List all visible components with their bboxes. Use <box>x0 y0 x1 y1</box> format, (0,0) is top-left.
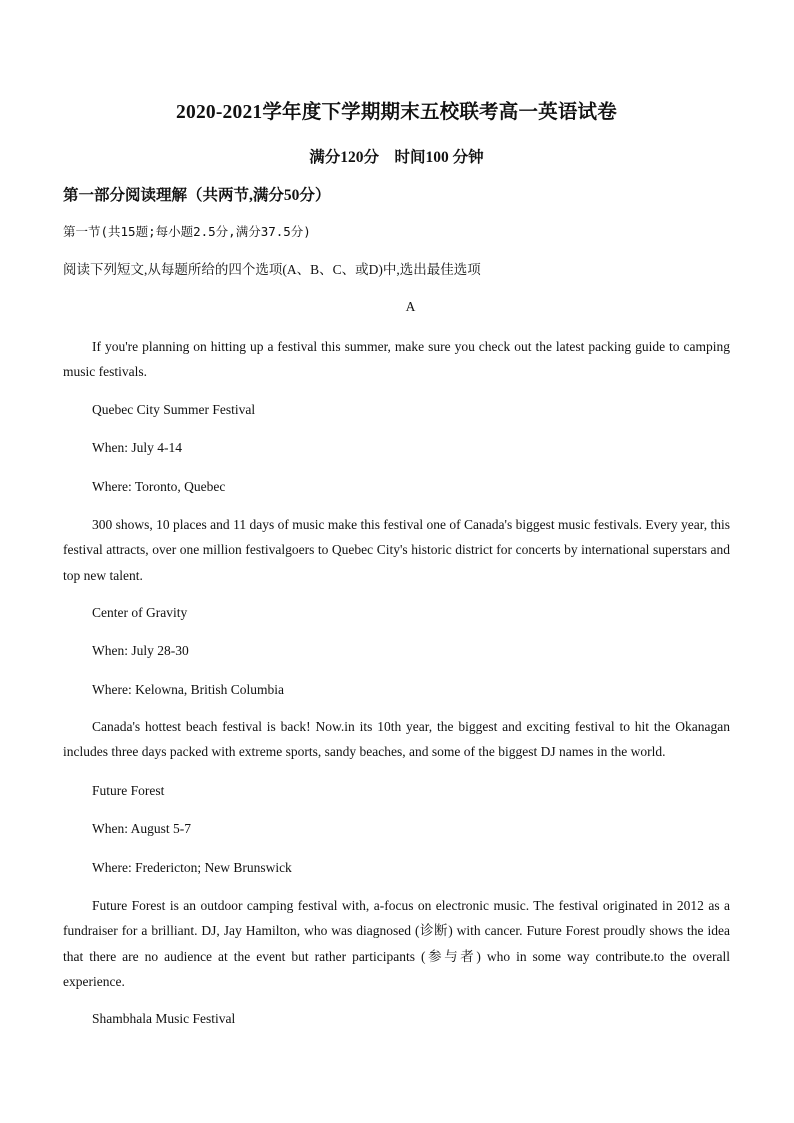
exam-subtitle: 满分120分 时间100 分钟 <box>309 149 484 166</box>
festival-name: Quebec City Summer Festival <box>92 402 256 417</box>
festival-description: Future Forest is an outdoor camping festival with, a-focus on electronic music. The festival originated in 2012 as a fundraiser for a brilliant. DJ, Jay Hamilton, who was diagnosed (诊断) with cancer. Future Forest proudly shows the idea that there are no audience at the event but rather participants (参与者) who in some way contribute.to the overall experience. <box>63 898 730 989</box>
festival-name: Future Forest <box>92 783 165 798</box>
part-heading: 第一部分阅读理解（共两节,满分50分） <box>63 187 331 204</box>
festival-name: Center of Gravity <box>92 605 188 620</box>
festival-when: When: August 5-7 <box>92 821 191 836</box>
festival-when: When: July 28-30 <box>92 643 189 658</box>
festival-where: Where: Kelowna, British Columbia <box>92 682 284 697</box>
festival-description: Canada's hottest beach festival is back! Now.in its 10th year, the biggest and exciting festival to hit the Okanagan includes three days packed with extreme sports, sandy beaches, and some of the biggest DJ names in the world. <box>63 719 730 760</box>
passage-intro: If you're planning on hitting up a festival this summer, make sure you check out the latest packing guide to camping music festivals. <box>63 339 730 380</box>
festival-name: Shambhala Music Festival <box>92 1011 236 1026</box>
festival-description: 300 shows, 10 places and 11 days of music make this festival one of Canada's biggest music festivals. Every year, this festival attracts, over one million festivalgoers to Quebec City's historic district for concerts by international superstars and top new talent. <box>63 517 730 583</box>
festival-where: Where: Fredericton; New Brunswick <box>92 860 292 875</box>
section-heading: 第一节(共15题;每小题2.5分,满分37.5分) <box>63 224 311 239</box>
festival-when: When: July 4-14 <box>92 440 182 455</box>
passage-label: A <box>405 299 416 314</box>
festival-where: Where: Toronto, Quebec <box>92 479 226 494</box>
exam-title: 2020-2021学年度下学期期末五校联考高一英语试卷 <box>176 102 617 123</box>
instruction-text: 阅读下列短文,从每题所给的四个选项(A、B、C、或D)中,选出最佳选项 <box>63 262 481 277</box>
